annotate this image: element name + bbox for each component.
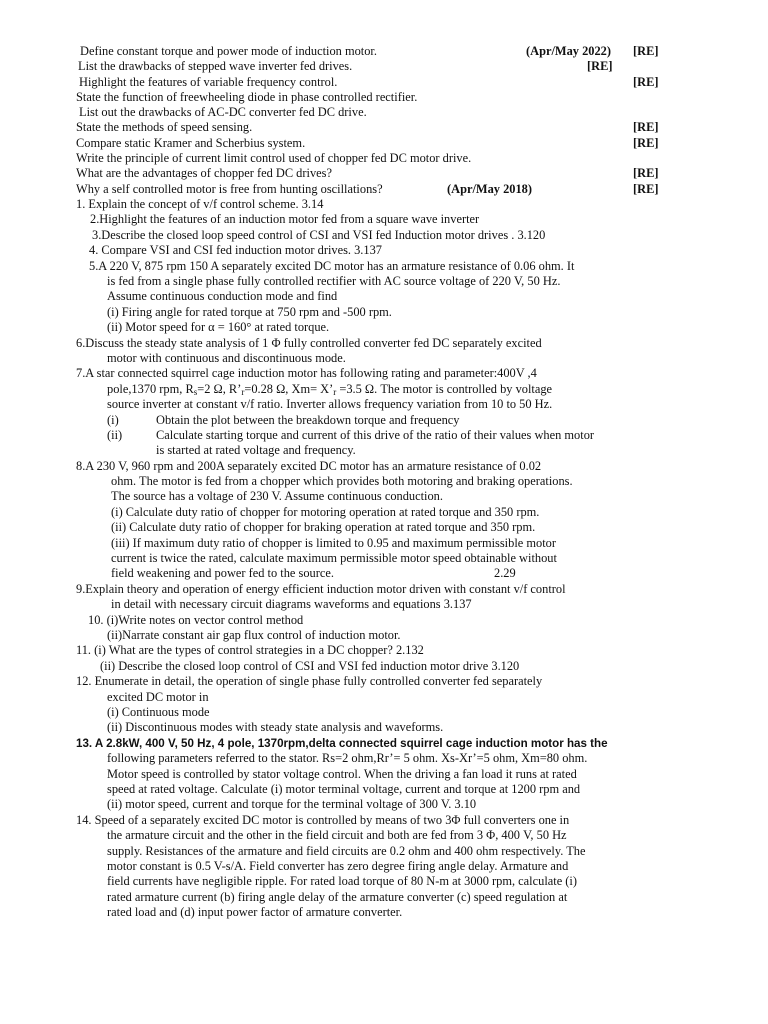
long-question-2: 2.Highlight the features of an induction motor fed from a square wave inverter	[90, 212, 480, 226]
exam-date-q1: (Apr/May 2022)	[526, 44, 611, 58]
short-question-7: Compare static Kramer and Scherbius system.	[76, 136, 306, 150]
long-question-9-line-2: in detail with necessary circuit diagrams waveforms and equations 3.137	[111, 597, 472, 611]
long-question-1: 1. Explain the concept of v/f control scheme. 3.14	[76, 197, 324, 211]
re-tag-q10: [RE]	[633, 182, 659, 196]
long-question-8-line-1: 8.A 230 V, 960 rpm and 200A separately excited DC motor has an armature resistance of 0.02	[76, 459, 542, 473]
short-question-4: State the function of freewheeling diode in phase controlled rectifier.	[76, 90, 418, 104]
long-question-7-line-3: source inverter at constant v/f ratio. Inverter allows frequency variation from 10 to 50 Hz.	[107, 397, 553, 411]
long-question-5-part-i: (i) Firing angle for rated torque at 750 rpm and -500 rpm.	[107, 305, 392, 319]
long-question-13-line-5: (ii) motor speed, current and torque for the terminal voltage of 300 V. 3.10	[107, 797, 477, 811]
long-question-13-line-2: following parameters referred to the stator. Rs=2 ohm,Rr’= 5 ohm. Xs-Xr’=5 ohm, Xm=80 ohm.	[107, 751, 588, 765]
re-tag-q1: [RE]	[633, 44, 659, 58]
long-question-9-line-1: 9.Explain theory and operation of energy efficient induction motor driven with constant v/f control	[76, 582, 566, 596]
long-question-14-line-1: 14. Speed of a separately excited DC motor is controlled by means of two 3Φ full converters one in	[76, 813, 570, 827]
long-question-6-line-1: 6.Discuss the steady state analysis of 1 Φ fully controlled converter fed DC separately excited	[76, 336, 542, 350]
long-question-14-line-6: rated armature current (b) firing angle delay of the armature converter (c) speed regulation at	[107, 890, 568, 904]
long-question-14-line-7: rated load and (d) input power factor of armature converter.	[107, 905, 403, 919]
long-question-7-part-ii-line-2: is started at rated voltage and frequency.	[156, 443, 356, 457]
long-question-12-part-ii: (ii) Discontinuous modes with steady state analysis and waveforms.	[107, 720, 444, 734]
long-question-4: 4. Compare VSI and CSI fed induction motor drives. 3.137	[89, 243, 382, 257]
long-question-12-part-i: (i) Continuous mode	[107, 705, 210, 719]
long-question-14-line-2: the armature circuit and the other in the field circuit and both are fed from 3 Φ, 400 V, 50 Hz	[107, 828, 567, 842]
long-question-8-reference: 2.29	[494, 566, 516, 580]
short-question-3: Highlight the features of variable frequency control.	[79, 75, 338, 89]
exam-date-q10: (Apr/May 2018)	[447, 182, 532, 196]
short-question-1: Define constant torque and power mode of induction motor.	[80, 44, 377, 58]
long-question-3: 3.Describe the closed loop speed control of CSI and VSI fed Induction motor drives . 3.120	[92, 228, 546, 242]
long-question-12-line-1: 12. Enumerate in detail, the operation of single phase fully controlled converter fed separately	[76, 674, 543, 688]
long-question-8-line-3: The source has a voltage of 230 V. Assume continuous conduction.	[111, 489, 443, 503]
long-question-8-part-iii-line-2: current is twice the rated, calculate maximum permissible motor speed obtainable without	[111, 551, 557, 565]
long-question-8-part-iii: (iii) If maximum duty ratio of chopper is limited to 0.95 and maximum permissible motor	[111, 536, 556, 550]
long-question-5-line-1: 5.A 220 V, 875 rpm 150 A separately excited DC motor has an armature resistance of 0.06 ohm. It	[89, 259, 575, 273]
long-question-14-line-5: field currents have negligible ripple. For rated load torque of 80 N-m at 3000 rpm, calculate (i)	[107, 874, 577, 888]
short-question-9: What are the advantages of chopper fed DC drives?	[76, 166, 332, 180]
long-question-5-line-3: Assume continuous conduction mode and find	[107, 289, 338, 303]
long-question-12-line-2: excited DC motor in	[107, 690, 209, 704]
long-question-8-line-2: ohm. The motor is fed from a chopper which provides both motoring and braking operations.	[111, 474, 573, 488]
re-tag-q7: [RE]	[633, 136, 659, 150]
long-question-14-line-3: supply. Resistances of the armature and field circuits are 0.2 ohm and 400 ohm respectively. The	[107, 844, 586, 858]
short-question-5: List out the drawbacks of AC-DC converter fed DC drive.	[79, 105, 367, 119]
long-question-6-line-2: motor with continuous and discontinuous mode.	[107, 351, 346, 365]
long-question-8-part-i: (i) Calculate duty ratio of chopper for motoring operation at rated torque and 350 rpm.	[111, 505, 540, 519]
re-tag-q6: [RE]	[633, 120, 659, 134]
long-question-13-line-3: Motor speed is controlled by stator voltage control. When the driving a fan load it runs at rated	[107, 767, 577, 781]
long-question-7-line-2: pole,1370 rpm, $R_s=2$ Ω, $R’_r=0.28$ Ω, $Xm= X’_r =3.5$ Ω. The motor is controlled by voltage	[107, 382, 553, 397]
re-tag-q2: [RE]	[587, 59, 613, 73]
long-question-10-part-i: 10. (i)Write notes on vector control method	[88, 613, 304, 627]
re-tag-q9: [RE]	[633, 166, 659, 180]
long-question-8-part-ii: (ii) Calculate duty ratio of chopper for braking operation at rated torque and 350 rpm.	[111, 520, 536, 534]
long-question-7-part-ii-number: (ii)	[107, 428, 123, 442]
long-question-13-line-4: speed at rated voltage. Calculate (i) motor terminal voltage, current and torque at 1200 rpm and	[107, 782, 581, 796]
short-question-8: Write the principle of current limit control used of chopper fed DC motor drive.	[76, 151, 472, 165]
long-question-5-part-ii: (ii) Motor speed for α = 160° at rated torque.	[107, 320, 330, 334]
long-question-7-part-ii: Calculate starting torque and current of this drive of the ratio of their values when motor	[156, 428, 595, 442]
long-question-5-line-2: is fed from a single phase fully controlled rectifier with AC source voltage of 220 V, 50 Hz.	[107, 274, 561, 288]
short-question-10: Why a self controlled motor is free from hunting oscillations?	[76, 182, 383, 196]
short-question-6: State the methods of speed sensing.	[76, 120, 253, 134]
long-question-7-line-1: 7.A star connected squirrel cage induction motor has following rating and parameter:400V ,4	[76, 366, 537, 380]
short-question-2: List the drawbacks of stepped wave inverter fed drives.	[78, 59, 353, 73]
long-question-11-part-i: 11. (i) What are the types of control strategies in a DC chopper? 2.132	[76, 643, 424, 657]
long-question-7-part-i-number: (i)	[107, 413, 119, 427]
long-question-14-line-4: motor constant is 0.5 V-s/A. Field converter has zero degree firing angle delay. Armature and	[107, 859, 569, 873]
long-question-8-part-iii-line-3: field weakening and power fed to the source.	[111, 566, 334, 580]
re-tag-q3: [RE]	[633, 75, 659, 89]
long-question-7-part-i: Obtain the plot between the breakdown torque and frequency	[156, 413, 460, 427]
long-question-10-part-ii: (ii)Narrate constant air gap flux control of induction motor.	[107, 628, 401, 642]
long-question-13-line-1: 13. A 2.8kW, 400 V, 50 Hz, 4 pole, 1370rpm,delta connected squirrel cage induction motor has the	[76, 737, 608, 750]
long-question-11-part-ii: (ii) Describe the closed loop control of CSI and VSI fed induction motor drive 3.120	[100, 659, 520, 673]
